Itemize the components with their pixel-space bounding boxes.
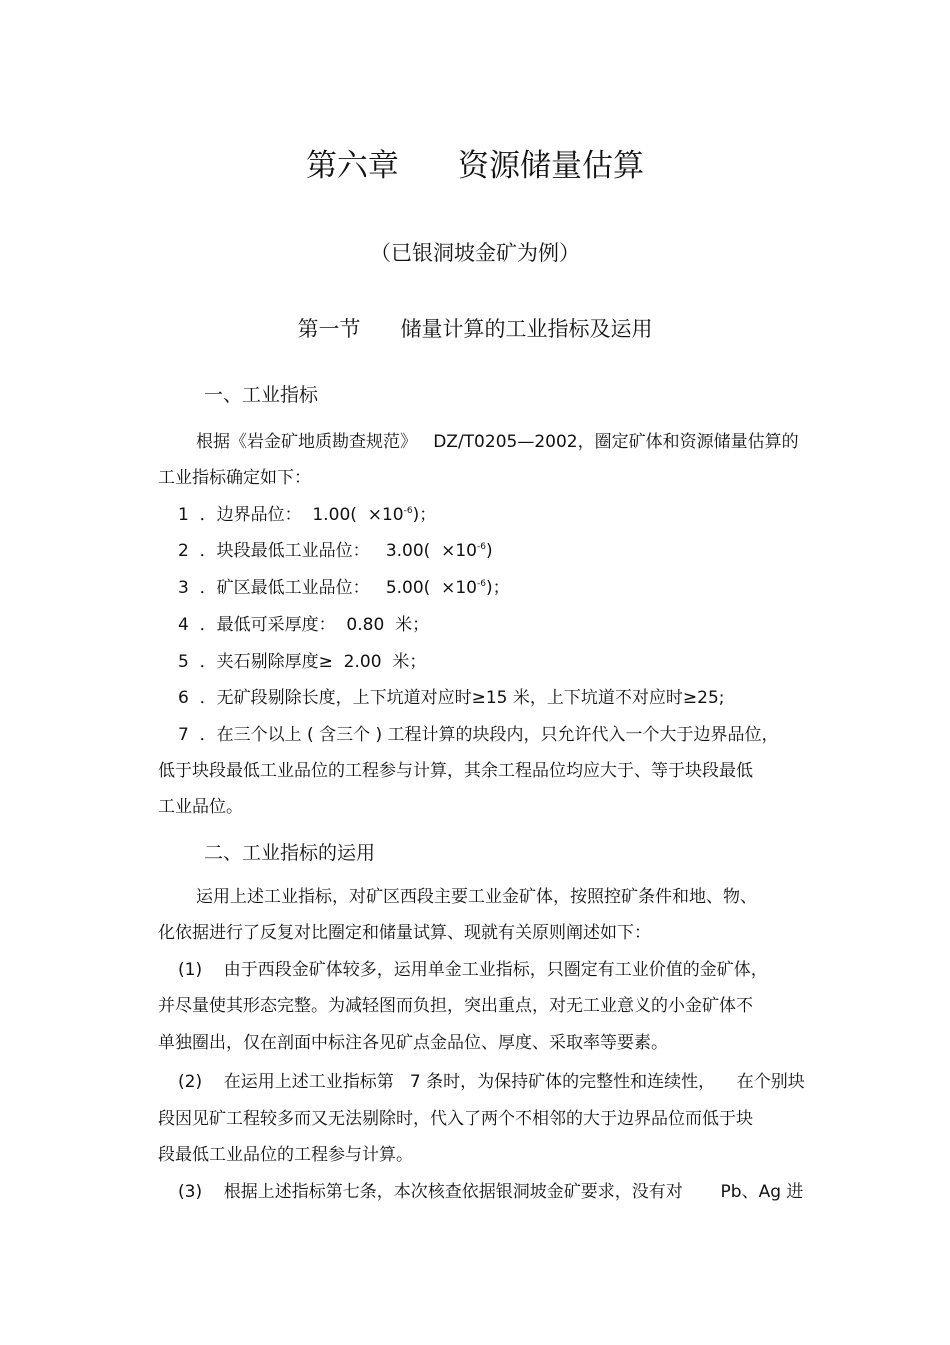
chapter-subtitle: （已银洞坡金矿为例） (370, 241, 580, 265)
list-item-mine-min-grade (178, 577, 510, 599)
paragraph-line: 工业品位。 (158, 797, 243, 817)
paragraph-line: 根据《岩金矿地质勘查规范》 DZ/T0205—2002，圈定矿体和资源储量估算的 (196, 432, 799, 452)
paragraph-line: (2) 在运用上述工业指标第 7 条时，为保持矿体的完整性和连续性， 在个别块 (178, 1072, 805, 1092)
paragraph-line: 段因见矿工程较多而又无法剔除时，代入了两个不相邻的大于边界品位而低于块 (158, 1109, 753, 1129)
item-text: )； (412, 505, 437, 525)
paragraph-line: (3) 根据上述指标第七条，本次核查依据银洞坡金矿要求，没有对 Pb、Ag 进 (178, 1182, 804, 1202)
heading-indicator-application: 二、工业指标的运用 (204, 842, 376, 864)
paragraph-line: 段最低工业品位的工程参与计算。 (158, 1145, 413, 1165)
paragraph-line: 化依据进行了反复对比圈定和储量试算、现就有关原则阐述如下： (158, 923, 651, 943)
item-text: ) (486, 541, 493, 561)
paragraph-line: 单独圈出，仅在剖面中标注各见矿点金品位、厚度、采取率等要素。 (158, 1033, 668, 1053)
list-item-barren-length: 6 ．无矿段剔除长度，上下坑道对应时≥15 米，上下坑道不对应时≥25; (178, 688, 725, 708)
list-item-waste-thickness: 5 ．夹石剔除厚度≥ 2.00 米； (178, 652, 427, 672)
superscript: -6 (477, 542, 486, 552)
item-text: 1 ．边界品位： 1.00( ×10 (178, 505, 404, 525)
list-item-block-rule: 7 ．在三个以上 ( 含三个 ) 工程计算的块段内，只允许代入一个大于边界品位， (178, 725, 779, 745)
paragraph-line: 运用上述工业指标，对矿区西段主要工业金矿体，按照控矿条件和地、物、 (196, 887, 757, 907)
list-item-block-min-grade (178, 540, 493, 562)
superscript: -6 (477, 579, 486, 589)
item-text: 2 ．块段最低工业品位： 3.00( ×10 (178, 541, 478, 561)
paragraph-line: 并尽量使其形态完整。为减轻图而负担，突出重点，对无工业意义的小金矿体不 (158, 996, 753, 1016)
list-item-cutoff-grade (178, 504, 436, 526)
superscript: -6 (403, 506, 413, 516)
section-title: 第一节 储量计算的工业指标及运用 (297, 317, 653, 341)
list-item-min-thickness: 4 ．最低可采厚度： 0.80 米； (178, 615, 430, 635)
paragraph-line: (1) 由于西段金矿体较多，运用单金工业指标，只圈定有工业价值的金矿体， (178, 960, 768, 980)
item-text: )； (486, 578, 510, 598)
chapter-title: 第六章 资源储量估算 (305, 148, 645, 184)
heading-industrial-indicators: 一、工业指标 (204, 384, 319, 406)
item-text: 3 ．矿区最低工业品位： 5.00( ×10 (178, 578, 478, 598)
paragraph-line: 工业指标确定如下： (158, 468, 311, 488)
paragraph-line: 低于块段最低工业品位的工程参与计算，其余工程品位均应大于、等于块段最低 (158, 761, 753, 781)
